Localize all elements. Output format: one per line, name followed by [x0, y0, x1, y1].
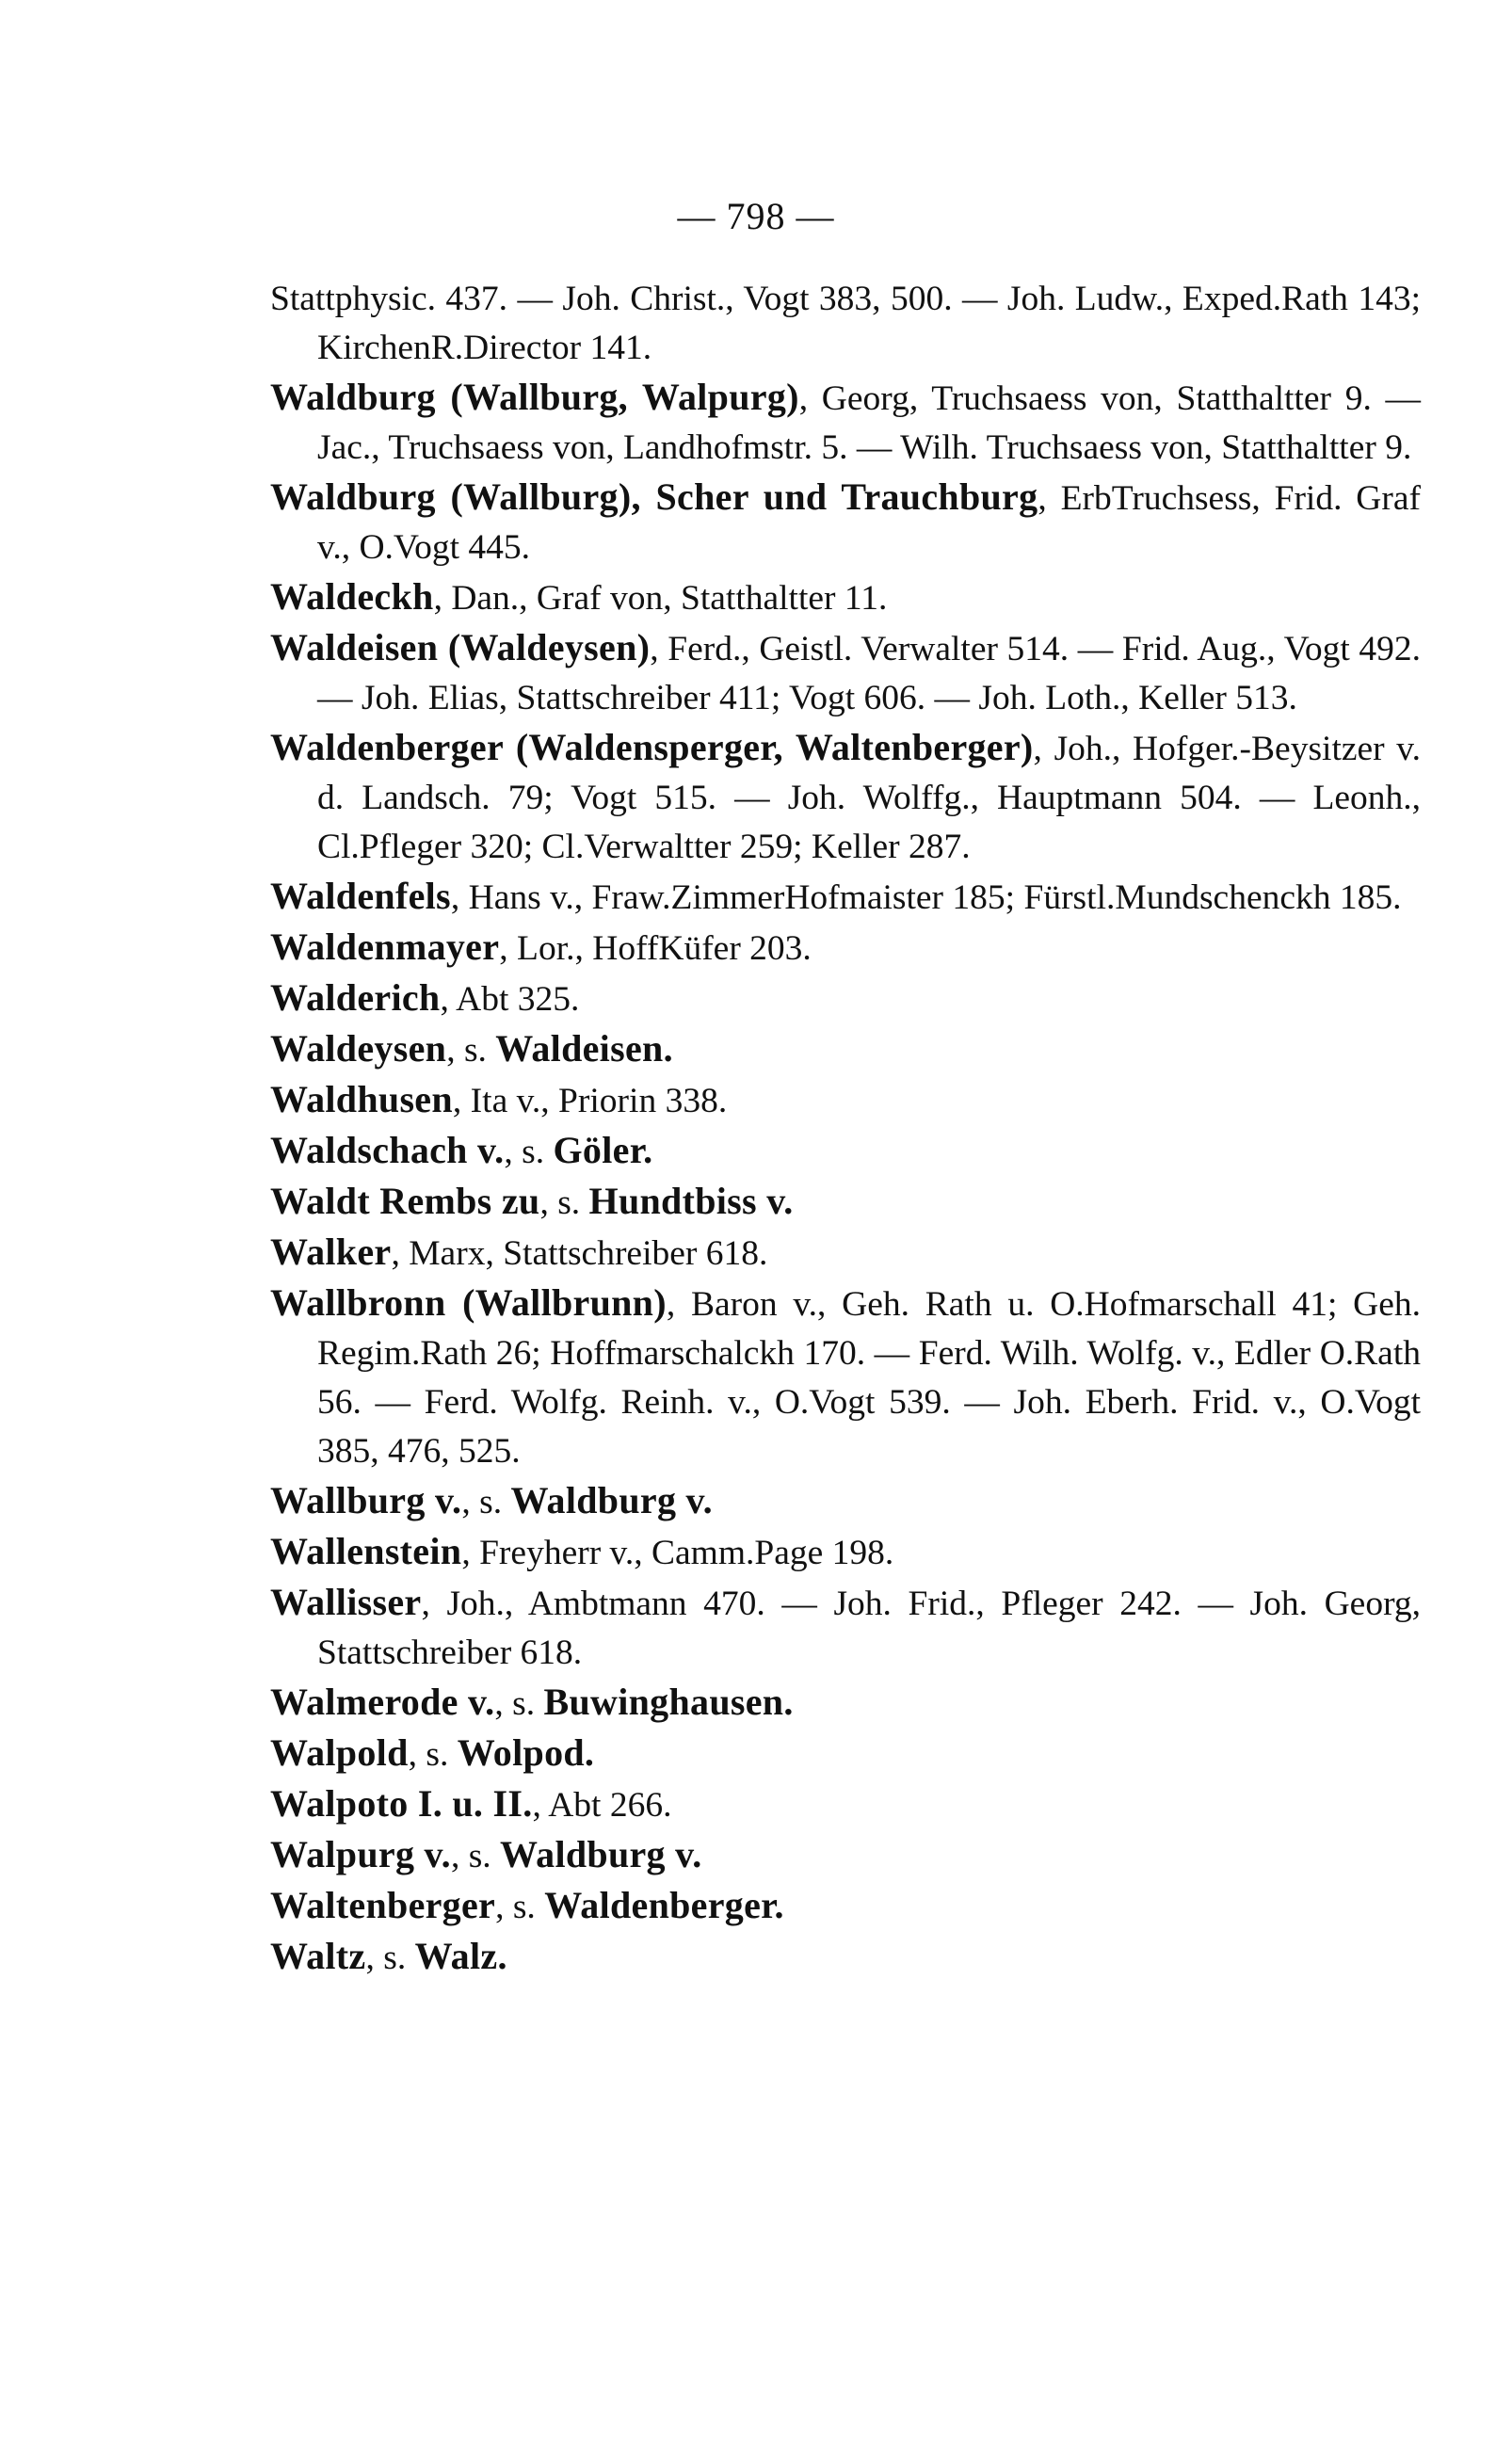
entry-text: Stattphysic. 437. — Joh. Christ., Vogt 383, 500. — Joh. Ludw., Exped.Rath 143; KirchenR.Director 141.	[270, 280, 1421, 367]
entry-headword: Walz.	[414, 1935, 507, 1977]
entry-headword: Walker	[270, 1231, 392, 1273]
index-entry	[270, 1830, 1421, 1881]
entry-text: , s.	[494, 1684, 544, 1723]
entry-headword: Walderich	[270, 976, 441, 1019]
index-entry	[270, 1228, 1421, 1279]
entry-headword: Walmerode v.	[270, 1681, 495, 1723]
page-number: — 798 —	[677, 195, 835, 237]
entry-text: , Baron v., Geh. Rath u. O.Hofmarschall 41; Geh. Regim.Rath 26; Hoffmarschalckh 170. — Ferd. Wilh. Wolfg. v., Edler O.Rath 56. — Ferd. Wolfg. Reinh. v., O.Vogt 539. — Joh. Eberh. Frid. v., O.Vogt 385, 476, 525.	[317, 1285, 1421, 1471]
index-entry	[270, 974, 1421, 1024]
entry-text: , s.	[408, 1735, 458, 1774]
entry-headword: Walpurg v.	[270, 1833, 451, 1875]
index-entry	[270, 1126, 1421, 1177]
entry-headword: Waldburg v.	[500, 1833, 702, 1875]
entry-headword: Waldburg v.	[510, 1479, 713, 1521]
index-entry	[270, 1527, 1421, 1578]
entry-text: , s.	[539, 1183, 589, 1222]
entry-text: , Abt 266.	[532, 1786, 672, 1825]
entry-headword: Walpold	[270, 1731, 409, 1774]
entry-headword: Waldeisen.	[495, 1027, 673, 1070]
index-entry	[270, 1279, 1421, 1476]
entry-headword: Waldeisen (Waldeysen)	[270, 626, 651, 668]
index-entry	[270, 1932, 1421, 1983]
entry-headword: Waltz	[270, 1935, 366, 1977]
entry-headword: Wallenstein	[270, 1530, 462, 1572]
entry-text: , ErbTruchsess, Frid. Graf v., O.Vogt 445.	[317, 479, 1421, 567]
entry-headword: Buwinghausen.	[543, 1681, 794, 1723]
entry-headword: Waldenmayer	[270, 925, 500, 968]
entry-text: , s.	[365, 1939, 415, 1977]
entry-text: , Joh., Ambtmann 470. — Joh. Frid., Pfleger 242. — Joh. Georg, Stattschreiber 618.	[317, 1585, 1421, 1672]
index-entry	[270, 723, 1421, 872]
index-entry	[270, 275, 1421, 373]
index-entry	[270, 1729, 1421, 1779]
entry-text: , Abt 325.	[440, 980, 580, 1019]
entry-text: , s.	[446, 1031, 496, 1070]
index-entry	[270, 623, 1421, 723]
index-column	[270, 275, 1421, 1983]
entry-text: , s.	[461, 1483, 511, 1521]
entry-headword: Walpoto I. u. II.	[270, 1782, 533, 1825]
entry-text: , Freyherr v., Camm.Page 198.	[461, 1534, 894, 1572]
entry-headword: Waldt Rembs zu	[270, 1180, 540, 1222]
entry-text: , s.	[495, 1888, 545, 1926]
entry-headword: Waltenberger	[270, 1884, 496, 1926]
entry-text: , s.	[450, 1837, 501, 1875]
entry-headword: Wallbronn (Wallbrunn)	[270, 1281, 667, 1324]
entry-headword: Waldenberger (Waldensperger, Waltenberger)	[270, 726, 1034, 768]
index-entry	[270, 872, 1421, 923]
entry-text: , Georg, Truchsaess von, Statthaltter 9. — Jac., Truchsaess von, Landhofmstr. 5. — Wilh. Truchsaess von, Statthaltter 9.	[317, 379, 1422, 467]
entry-headword: Waldenfels	[270, 875, 451, 917]
entry-text: , Dan., Graf von, Statthaltter 11.	[433, 579, 888, 618]
index-entry	[270, 1476, 1421, 1527]
entry-text: , Ita v., Priorin 338.	[452, 1082, 728, 1120]
entry-headword: Waldenberger.	[544, 1884, 784, 1926]
index-entry	[270, 1881, 1421, 1932]
index-entry	[270, 1678, 1421, 1729]
entry-headword: Waldhusen	[270, 1078, 453, 1120]
index-entry	[270, 473, 1421, 572]
index-entry	[270, 1779, 1421, 1830]
entry-text: , Ferd., Geistl. Verwalter 514. — Frid. Aug., Vogt 492. — Joh. Elias, Stattschreiber 411; Vogt 606. — Joh. Loth., Keller 513.	[317, 630, 1421, 717]
index-entry	[270, 1578, 1421, 1678]
entry-text: , Marx, Stattschreiber 618.	[391, 1234, 768, 1273]
entry-headword: Wallburg v.	[270, 1479, 462, 1521]
entry-text: , s.	[504, 1133, 554, 1171]
entry-headword: Wolpod.	[457, 1731, 595, 1774]
entry-headword: Göler.	[553, 1129, 653, 1171]
entry-headword: Hundtbiss v.	[588, 1180, 794, 1222]
index-entry	[270, 1075, 1421, 1126]
entry-text: , Hans v., Fraw.ZimmerHofmaister 185; Fürstl.Mundschenckh 185.	[450, 878, 1402, 917]
entry-headword: Waldschach v.	[270, 1129, 505, 1171]
index-entry	[270, 572, 1421, 623]
entry-text: , Lor., HoffKüfer 203.	[499, 929, 812, 968]
entry-headword: Waldeckh	[270, 575, 434, 618]
index-entry	[270, 1024, 1421, 1075]
index-entry	[270, 923, 1421, 974]
entry-text: , Joh., Hofger.-Beysitzer v. d. Landsch. 79; Vogt 515. — Joh. Wolffg., Hauptmann 504. — Leonh., Cl.Pfleger 320; Cl.Verwaltter 259; Keller 287.	[317, 730, 1421, 866]
index-entry	[270, 373, 1421, 473]
entry-headword: Waldburg (Wallburg, Walpurg)	[270, 376, 799, 418]
index-entry	[270, 1177, 1421, 1228]
entry-headword: Waldeysen	[270, 1027, 447, 1070]
entry-headword: Waldburg (Wallburg), Scher und Trauchburg	[270, 475, 1038, 518]
entry-headword: Wallisser	[270, 1581, 422, 1623]
